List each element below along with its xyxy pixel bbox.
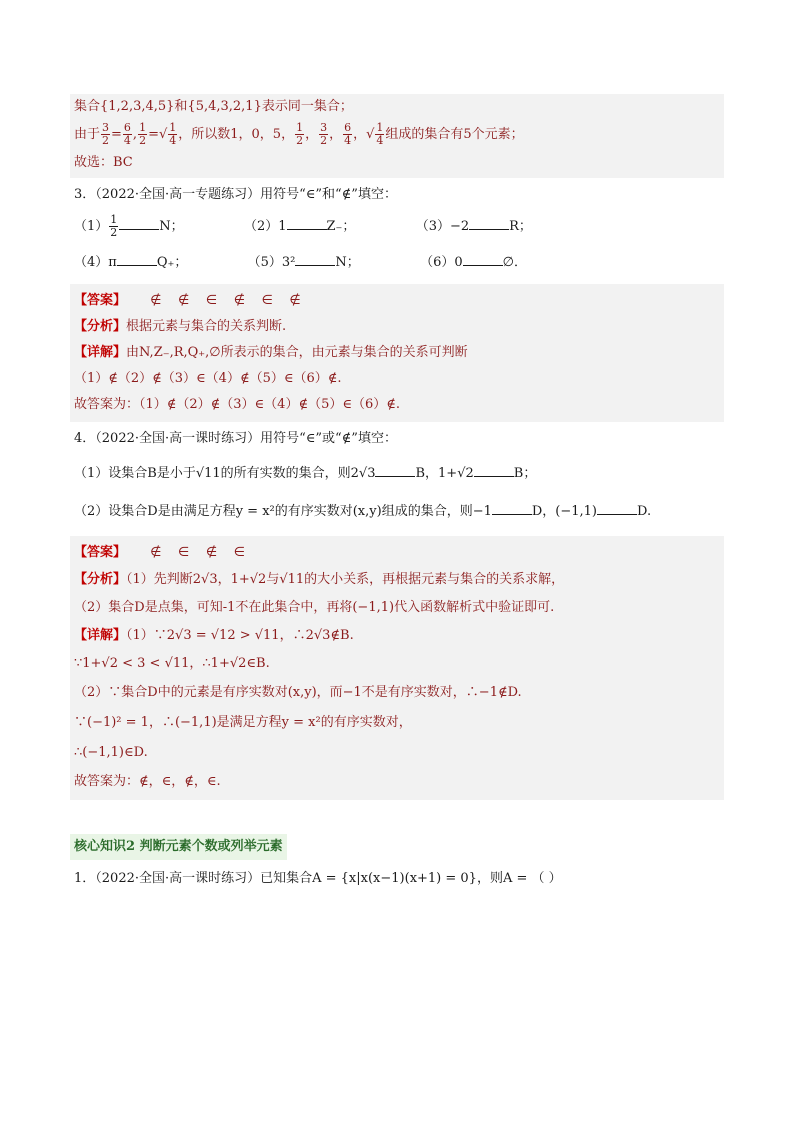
solution-continuation [70,94,724,178]
text-line-fractions: 由于 $\frac{3}{2}$ = $\frac{6}{4}$ , $\frac{1}{2}$ =√ $\frac{1}{4}$ ，所以数1，0，5， $\frac{1}{2}$ ， $\frac{3}{2}$ ， $\frac{6}{4}$ ，√ $\frac{1}{4}$ 组成的集合有5个元素； [74,121,524,147]
answer-blank[interactable] [597,502,637,515]
question-1-stem: 1．（2022·全国·高一课时练习）已知集合A = {x|x(x−1)(x+1) = 0}，则A = （ ） [74,871,562,886]
question-4-part1: （1）设集合B是小于√11的所有实数的集合，则2√3 B，1+√2 B； [74,466,537,481]
answer-blank[interactable] [469,217,509,230]
question-3-row2: （4）π Q₊； （5）3² N； （6）0 ∅． [74,255,527,270]
text-line: 集合{1,2,3,4,5}和{5,4,3,2,1}表示同一集合； [74,99,353,114]
analysis-line: 【分析】根据元素与集合的关系判断. [74,319,287,334]
answer-blank[interactable] [295,253,335,266]
question-4-solution [70,536,724,800]
answer-blank[interactable] [463,253,503,266]
analysis-line: （2）集合D是点集，可知-1不在此集合中，再将(−1,1)代入函数解析式中验证即可. [74,600,555,615]
detail-line: ∵1+√2 < 3 < √11，∴1+√2∈B. [74,656,270,671]
answer-blank[interactable] [287,217,327,230]
answer-blank[interactable] [492,502,532,515]
detail-line: ∴(−1,1)∈D. [74,745,148,760]
question-4-stem: 4．（2022·全国·高一课时练习）用符号“∈”或“∉”填空： [74,431,397,446]
detail-line: （2）∵集合D中的元素是有序实数对(x,y)，而−1不是有序实数对，∴−1∉D. [74,685,522,700]
analysis-line: 【分析】（1）先判断2√3，1+√2与√11的大小关系，再根据元素与集合的关系求解， [74,572,565,587]
answer-blank[interactable] [474,464,514,477]
question-3-stem: 3．（2022·全国·高一专题练习）用符号“∈”和“∉”填空： [74,187,397,202]
question-3-row1: （1） $\frac{1}{2}$ N； （2）1 Z₋； （3）−2 R； [74,213,532,239]
detail-line: 【详解】由N,Z₋,R,Q₊,∅所表示的集合，由元素与集合的关系可判断 [74,345,468,360]
answer-blank[interactable] [375,464,415,477]
answer-line: 【答案】 ∉ ∉ ∈ ∉ ∈ ∉ [74,293,301,308]
text-line: 故选：BC [74,155,133,170]
detail-line: 【详解】（1）∵2√3 = √12 > √11，∴2√3∉B. [74,628,354,643]
section-title: 核心知识2 判断元素个数或列举元素 [70,834,287,860]
detail-line: ∵(−1)² = 1，∴(−1,1)是满足方程y = x²的有序实数对， [74,715,412,730]
answer-blank[interactable] [117,253,157,266]
final-answer-line: 故答案为：∉，∈，∉，∈. [74,774,221,789]
final-answer-line: 故答案为：（1）∉（2）∉（3）∈（4）∉（5）∈（6）∉. [74,397,400,412]
question-4-part2: （2）设集合D是由满足方程y = x²的有序实数对(x,y)组成的集合，则−1 D，(−1,1) D. [74,504,652,519]
detail-line: （1）∉（2）∉（3）∈（4）∉（5）∈（6）∉. [74,371,342,386]
answer-line: 【答案】 ∉ ∈ ∉ ∈ [74,545,246,560]
question-3-solution [70,284,724,422]
document-page [70,94,724,892]
answer-blank[interactable] [119,217,159,230]
